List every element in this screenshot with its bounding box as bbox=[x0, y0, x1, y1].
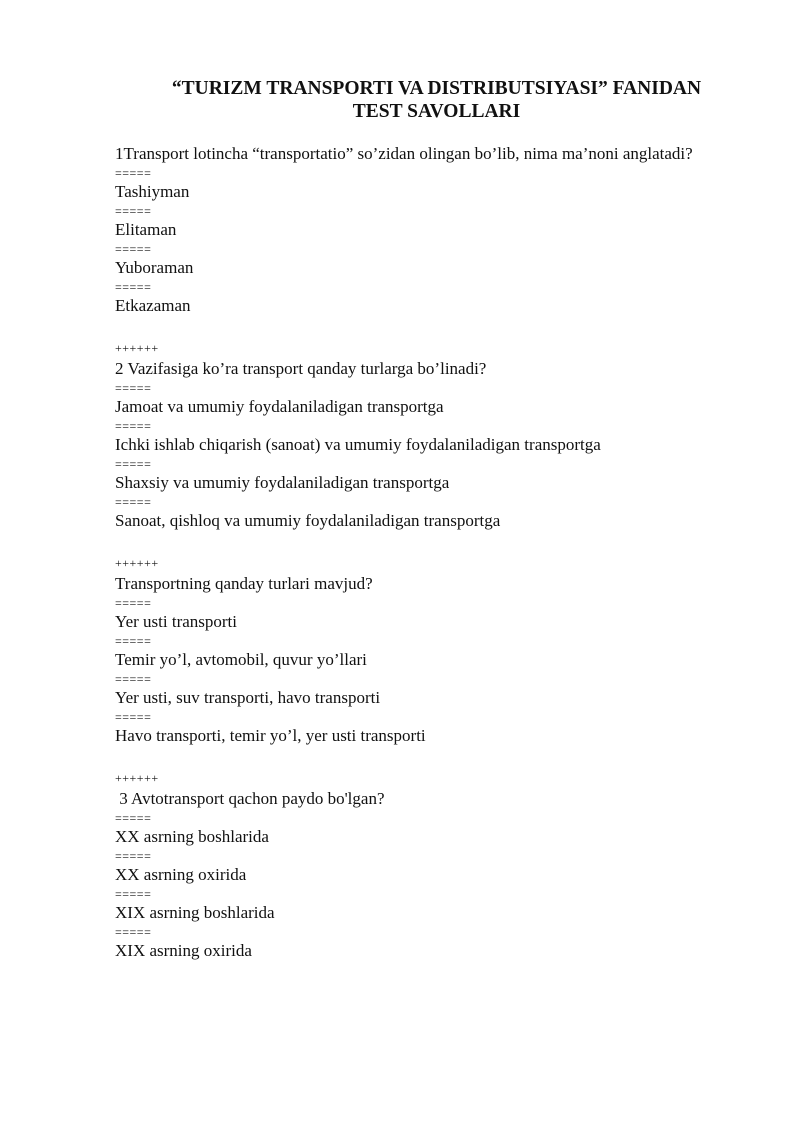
answer-option: Yer usti, suv transporti, havo transporti bbox=[115, 688, 381, 707]
title-line-1: “TURIZM TRANSPORTI VA DISTRIBUTSIYASI” FANIDAN bbox=[171, 78, 702, 99]
answer-separator: ===== bbox=[115, 672, 152, 686]
answer-separator: ===== bbox=[115, 849, 152, 863]
answer-option: Ichki ishlab chiqarish (sanoat) va umumiy foydalaniladigan transportga bbox=[115, 435, 601, 454]
question-text: 2 Vazifasiga ko’ra transport qanday turlarga bo’linadi? bbox=[115, 359, 487, 378]
answer-separator: ===== bbox=[115, 596, 152, 610]
answer-option: XX asrning oxirida bbox=[115, 865, 247, 884]
question-text: 3 Avtotransport qachon paydo bo'lgan? bbox=[115, 789, 385, 808]
answer-option: Shaxsiy va umumiy foydalaniladigan transportga bbox=[115, 473, 450, 492]
answer-separator: ===== bbox=[115, 242, 152, 256]
answer-separator: ===== bbox=[115, 710, 152, 724]
answer-separator: ===== bbox=[115, 634, 152, 648]
answer-option: XIX asrning oxirida bbox=[115, 941, 252, 960]
answer-option: Yuboraman bbox=[115, 258, 194, 277]
answer-option: Havo transporti, temir yo’l, yer usti transporti bbox=[115, 726, 426, 745]
answer-separator: ===== bbox=[115, 887, 152, 901]
question-block bbox=[115, 358, 742, 532]
answer-option: Jamoat va umumiy foydalaniladigan transportga bbox=[115, 397, 444, 416]
question-block bbox=[115, 573, 742, 747]
answer-option: Temir yo’l, avtomobil, quvur yo’llari bbox=[115, 650, 367, 669]
answer-separator: ===== bbox=[115, 811, 152, 825]
answer-option: Sanoat, qishloq va umumiy foydalaniladigan transportga bbox=[115, 511, 501, 530]
question-block bbox=[115, 788, 742, 962]
document-page bbox=[115, 77, 742, 962]
question-block bbox=[115, 143, 742, 317]
answer-separator: ===== bbox=[115, 280, 152, 294]
answer-option: XX asrning boshlarida bbox=[115, 827, 269, 846]
answer-separator: ===== bbox=[115, 204, 152, 218]
answer-separator: ===== bbox=[115, 166, 152, 180]
question-text: 1Transport lotincha “transportatio” so’zidan olingan bo’lib, nima ma’noni anglatadi? bbox=[115, 144, 693, 163]
answer-option: Tashiyman bbox=[115, 182, 190, 201]
title-line-2: TEST SAVOLLARI bbox=[352, 101, 521, 122]
answer-separator: ===== bbox=[115, 925, 152, 939]
answer-option: Yer usti transporti bbox=[115, 612, 237, 631]
block-marker: ++++++ bbox=[115, 341, 159, 355]
answer-separator: ===== bbox=[115, 381, 152, 395]
answer-separator: ===== bbox=[115, 495, 152, 509]
answer-option: XIX asrning boshlarida bbox=[115, 903, 275, 922]
block-marker: ++++++ bbox=[115, 556, 159, 570]
question-text: Transportning qanday turlari mavjud? bbox=[115, 574, 373, 593]
document-title bbox=[131, 77, 742, 123]
answer-option: Elitaman bbox=[115, 220, 177, 239]
answer-option: Etkazaman bbox=[115, 296, 191, 315]
answer-separator: ===== bbox=[115, 457, 152, 471]
answer-separator: ===== bbox=[115, 419, 152, 433]
block-marker: ++++++ bbox=[115, 771, 159, 785]
